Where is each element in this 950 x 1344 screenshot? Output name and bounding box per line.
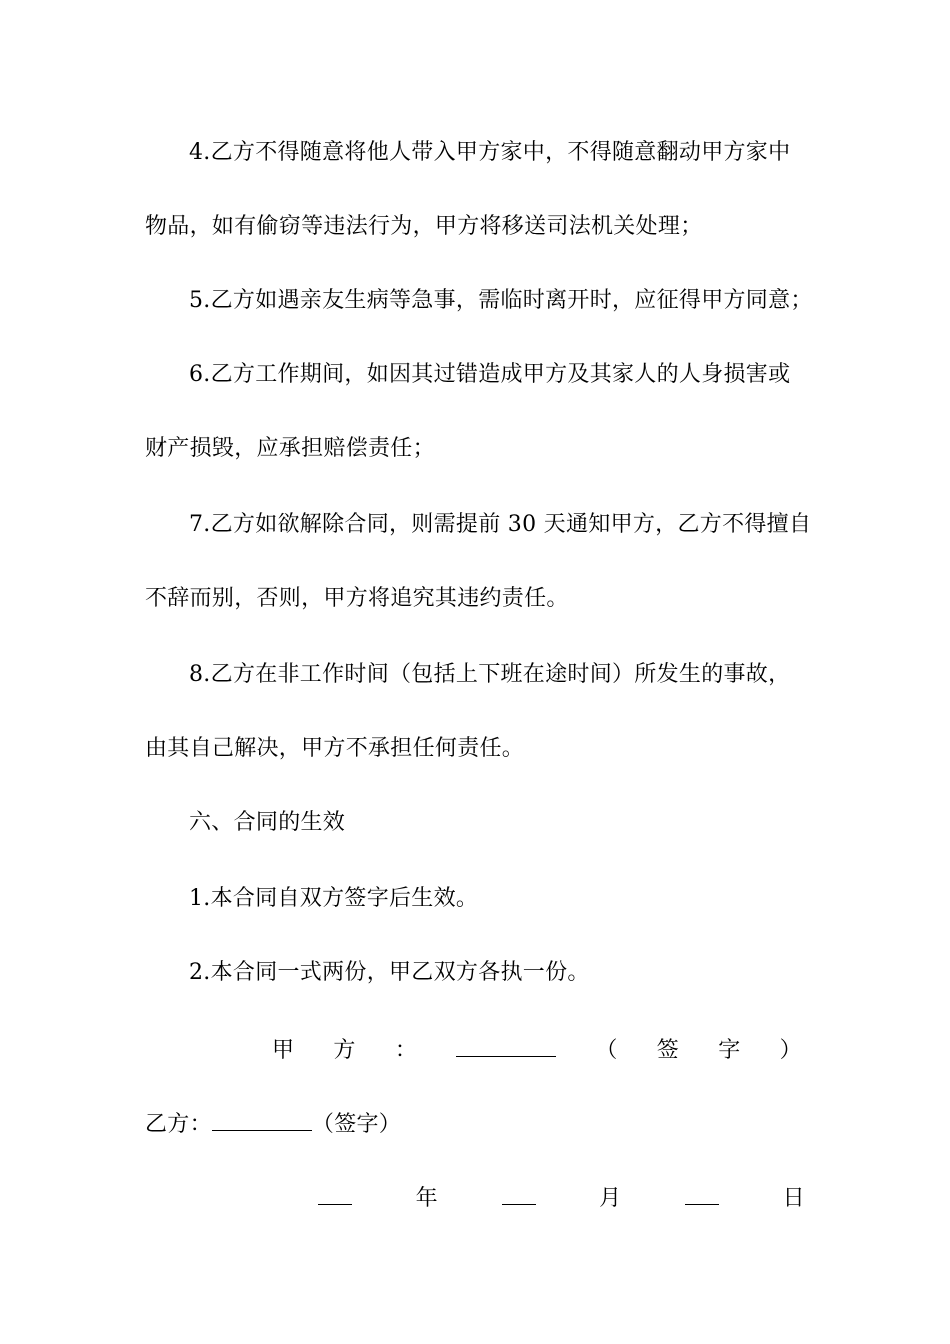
day-label: 日 [782, 1186, 805, 1211]
clause-5-text-1: 5.乙方如遇亲友生病等急事，需临时离开时，应征得甲方同意； [189, 288, 813, 313]
clause-7-line-1 [189, 510, 812, 540]
party-b-label: 乙方： [145, 1112, 212, 1137]
clause-7-text-2: 不辞而别，否则，甲方将追究其违约责任。 [145, 586, 569, 611]
party-a-char-3: ： [394, 1038, 418, 1063]
year-label: 年 [415, 1186, 438, 1211]
clause-7-line-2 [145, 584, 805, 614]
section-item-1 [189, 884, 805, 914]
clause-7-text-1: 7.乙方如欲解除合同，则需提前 30 天通知甲方，乙方不得擅自 [189, 512, 812, 537]
party-a-signature-blank[interactable] [456, 1034, 556, 1057]
party-a-signature-line [272, 1034, 802, 1066]
month-label: 月 [599, 1186, 622, 1211]
date-line [318, 1182, 805, 1214]
clause-8-text-2: 由其自己解决，甲方不承担任何责任。 [145, 736, 525, 761]
clause-8-line-1 [189, 660, 805, 690]
party-a-char-6: 字 [718, 1038, 741, 1063]
section-heading-text: 六、合同的生效 [189, 810, 346, 835]
clause-8-text-1: 8.乙方在非工作时间（包括上下班在途时间）所发生的事故， [189, 662, 791, 687]
clause-6-line-2 [145, 434, 805, 464]
party-b-signature-line [145, 1108, 805, 1140]
section-item-1-text: 1.本合同自双方签字后生效。 [189, 886, 479, 911]
month-blank[interactable] [502, 1182, 536, 1205]
clause-6-line-1 [189, 360, 805, 390]
section-item-2-text: 2.本合同一式两份，甲乙双方各执一份。 [189, 960, 590, 985]
section-heading [189, 808, 805, 838]
clause-6-text-1: 6.乙方工作期间，如因其过错造成甲方及其家人的人身损害或 [189, 362, 791, 387]
party-a-char-2: 方 [333, 1038, 356, 1063]
clause-8-line-2 [145, 734, 805, 764]
section-item-2 [189, 958, 805, 988]
clause-6-text-2: 财产损毁，应承担赔偿责任； [145, 436, 435, 461]
party-a-char-5: 签 [656, 1038, 680, 1063]
clause-4-text-2: 物品，如有偷窃等违法行为，甲方将移送司法机关处理； [145, 214, 703, 239]
day-blank[interactable] [685, 1182, 719, 1205]
year-blank[interactable] [318, 1182, 352, 1205]
party-a-char-1: 甲 [272, 1038, 295, 1063]
clause-4-line-2 [145, 212, 805, 242]
party-b-sign-note: （签字） [311, 1112, 402, 1137]
party-b-signature-blank[interactable] [212, 1108, 312, 1131]
clause-4-text-1: 4.乙方不得随意将他人带入甲方家中，不得随意翻动甲方家中 [189, 140, 791, 165]
party-a-char-7: ） [779, 1038, 802, 1063]
party-a-char-4: （ [595, 1038, 618, 1063]
clause-4-line-1 [189, 138, 805, 168]
clause-5-line-1 [189, 286, 813, 316]
